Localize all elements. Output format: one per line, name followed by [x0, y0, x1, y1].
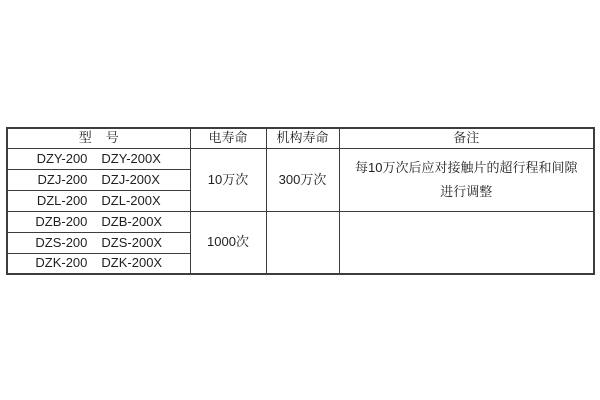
remark-line: 每10万次后应对接触片的超行程和间隙	[355, 159, 578, 175]
model-name: DZK-200	[35, 255, 88, 271]
model-name: DZJ-200X	[101, 171, 160, 187]
remarks-cell	[339, 148, 594, 211]
model-name: DZS-200	[35, 234, 88, 250]
spec-table	[6, 127, 595, 275]
model-name: DZB-200	[35, 213, 88, 229]
table-row	[7, 148, 594, 169]
model-cell	[7, 169, 190, 190]
mechanism-life-cell: 300万次	[266, 148, 339, 211]
header-row	[7, 128, 594, 148]
header-remarks: 备注	[339, 128, 594, 148]
table-row	[7, 211, 594, 232]
remark-line: 进行调整	[440, 183, 493, 199]
model-name: DZL-200	[36, 192, 88, 208]
model-name: DZS-200X	[101, 234, 163, 250]
model-name: DZJ-200	[37, 171, 88, 187]
header-electrical-life: 电寿命	[190, 128, 266, 148]
model-name: DZY-200	[36, 150, 88, 166]
header-model-char: 型	[78, 130, 92, 146]
mechanism-life-cell	[266, 211, 339, 274]
model-cell	[7, 211, 190, 232]
electrical-life-cell: 10万次	[190, 148, 266, 211]
model-cell	[7, 148, 190, 169]
header-mechanism-life: 机构寿命	[266, 128, 339, 148]
model-cell	[7, 253, 190, 274]
electrical-life-cell: 1000次	[190, 211, 266, 274]
model-name: DZL-200X	[101, 192, 161, 208]
model-name: DZK-200X	[101, 255, 163, 271]
header-model	[7, 128, 190, 148]
model-cell	[7, 232, 190, 253]
remarks-cell	[339, 211, 594, 274]
model-cell	[7, 190, 190, 211]
model-name: DZB-200X	[101, 213, 163, 229]
model-name: DZY-200X	[101, 150, 161, 166]
header-model-char: 号	[105, 130, 119, 146]
